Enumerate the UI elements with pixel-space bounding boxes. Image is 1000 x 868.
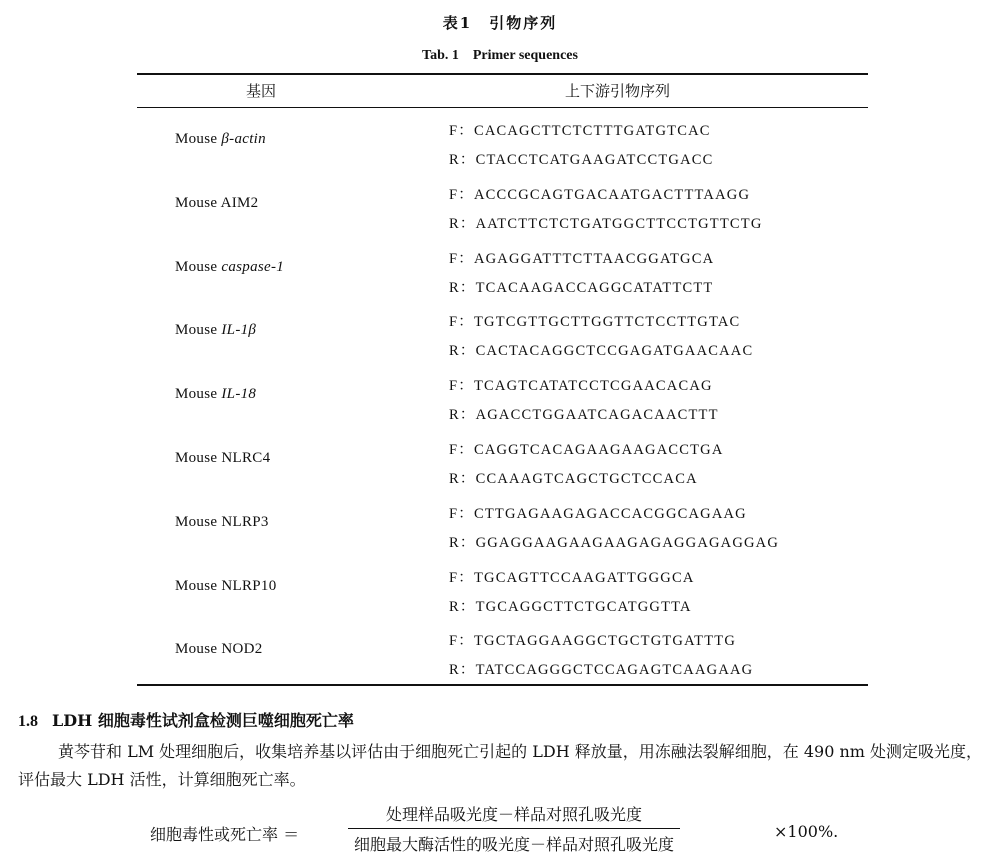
- section-number: 1.8: [18, 713, 38, 730]
- gene-prefix: Mouse: [175, 322, 222, 339]
- gene-name: IL-18: [221, 386, 257, 403]
- gene-prefix: Mouse: [175, 131, 222, 147]
- forward-primer: F：TGTCGTTGCTTGGTTCTCCTTGTAC: [449, 314, 741, 331]
- formula-fraction-bar: [348, 828, 680, 829]
- formula-suffix: ×100%.: [774, 822, 839, 841]
- table-row: [137, 558, 868, 622]
- gene-name: β-actin: [221, 131, 266, 147]
- table-row: [137, 302, 868, 366]
- reverse-primer: R：TATCCAGGGCTCCAGAGTCAAGAAG: [449, 662, 754, 679]
- gene-cell: [175, 578, 277, 595]
- table-caption-zh: 表1 引物序列: [442, 14, 558, 32]
- table-row: [137, 111, 868, 175]
- reverse-primer: R：AGACCTGGAATCAGACAACTTT: [449, 407, 719, 424]
- forward-primer: F：CACAGCTTCTCTTTGATGTCAC: [449, 123, 711, 139]
- table-row: [137, 621, 868, 685]
- table-bottom-rule: [137, 684, 868, 686]
- forward-primer: F：CAGGTCACAGAAGAAGACCTGA: [449, 442, 724, 458]
- forward-primer: F：ACCCGCAGTGACAATGACTTTAAGG: [449, 186, 751, 203]
- gene-prefix: Mouse: [175, 450, 222, 466]
- gene-cell: [175, 131, 266, 148]
- gene-cell: [175, 386, 256, 403]
- table-row: [137, 175, 868, 239]
- reverse-primer: R：TCACAAGACCAGGCATATTCTT: [449, 279, 714, 296]
- reverse-primer: R：AATCTTCTCTGATGGCTTCCTGTTCTG: [449, 215, 763, 232]
- gene-prefix: Mouse: [175, 513, 222, 530]
- forward-primer: F：TGCAGTTCCAAGATTGGGCA: [449, 569, 695, 586]
- formula-fraction: [348, 802, 680, 855]
- formula-denominator: 细胞最大酶活性的吸光度－样品对照孔吸光度: [354, 835, 675, 854]
- section-paragraph: 黄芩苷和 LM 处理细胞后，收集培养基以评估由于细胞死亡引起的 LDH 释放量，用冻融法裂解细胞，在 490 nm 处测定吸光度，评估最大 LDH 活性，计算细胞死亡率。: [18, 742, 983, 789]
- reverse-primer: R：CTACCTCATGAAGATCCTGACC: [449, 152, 714, 168]
- reverse-primer: R：CCAAAGTCAGCTGCTCCACA: [449, 471, 698, 487]
- table-top-rule: [137, 73, 868, 75]
- formula-label: 细胞毒性或死亡率 ＝: [150, 825, 300, 844]
- gene-name: IL-1β: [221, 322, 257, 339]
- gene-name: NOD2: [221, 641, 263, 658]
- gene-name: NLRP3: [221, 513, 269, 530]
- reverse-primer: R：GGAGGAAGAAGAAGAGAGGAGAGGAG: [449, 534, 780, 551]
- header-gene: 基因: [246, 82, 277, 100]
- table-row: [137, 494, 868, 558]
- gene-name: caspase-1: [221, 258, 285, 275]
- table-header-rule: [137, 107, 868, 108]
- gene-prefix: Mouse: [175, 641, 222, 658]
- section-title: LDH 细胞毒性试剂盒检测巨噬细胞死亡率: [52, 711, 354, 730]
- formula-numerator: 处理样品吸光度－样品对照孔吸光度: [386, 805, 643, 824]
- gene-cell: [175, 195, 258, 212]
- table-row: [137, 430, 868, 494]
- gene-cell: [175, 514, 269, 531]
- gene-prefix: Mouse: [175, 194, 221, 211]
- reverse-primer: R：CACTACAGGCTCCGAGATGAACAAC: [449, 343, 754, 360]
- gene-name: NLRP10: [221, 577, 277, 594]
- forward-primer: F：TGCTAGGAAGGCTGCTGTGATTTG: [449, 633, 736, 650]
- table-caption-en: Tab. 1 Primer sequences: [422, 48, 578, 63]
- table-row: [137, 366, 868, 430]
- header-sequence: 上下游引物序列: [565, 82, 671, 100]
- gene-cell: [175, 322, 256, 339]
- forward-primer: F：AGAGGATTTCTTAACGGATGCA: [449, 250, 715, 267]
- section-heading: [18, 708, 354, 731]
- reverse-primer: R：TGCAGGCTTCTGCATGGTTA: [449, 598, 692, 615]
- forward-primer: F：CTTGAGAAGAGACCACGGCAGAAG: [449, 505, 747, 522]
- forward-primer: F：TCAGTCATATCCTCGAACACAG: [449, 378, 713, 395]
- gene-cell: [175, 641, 263, 658]
- table-row: [137, 239, 868, 303]
- gene-name: AIM2: [220, 194, 259, 211]
- gene-prefix: Mouse: [175, 577, 222, 594]
- gene-prefix: Mouse: [175, 258, 222, 275]
- gene-prefix: Mouse: [175, 386, 222, 403]
- gene-name: NLRC4: [221, 450, 271, 466]
- gene-cell: [175, 450, 270, 467]
- gene-cell: [175, 259, 284, 276]
